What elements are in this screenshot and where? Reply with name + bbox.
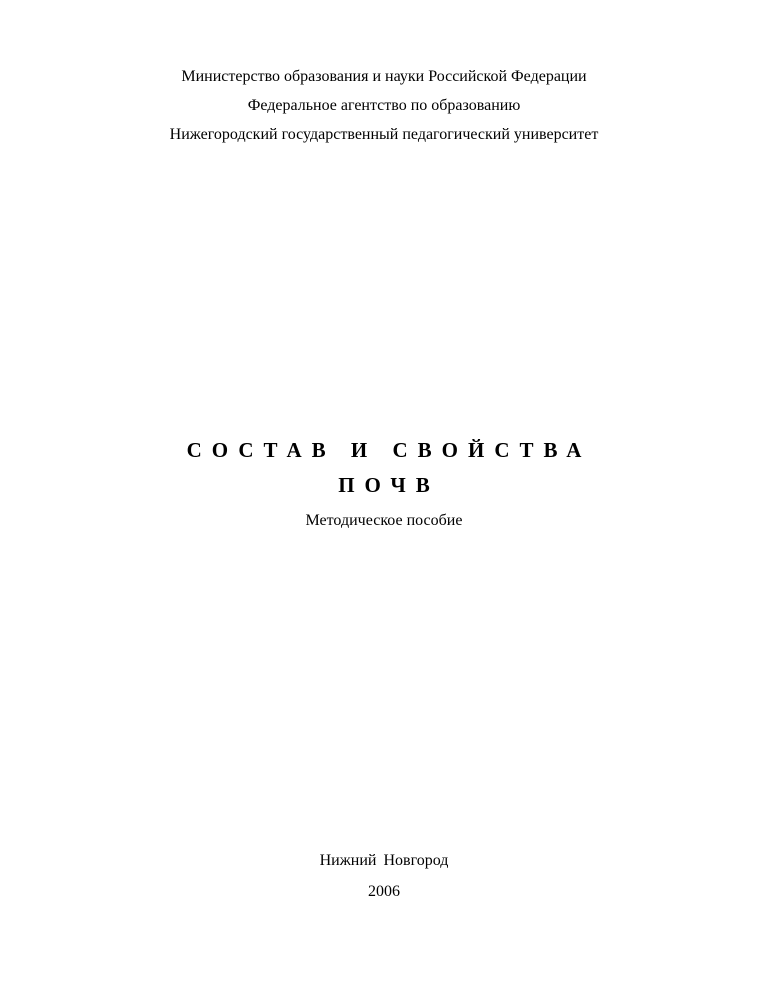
document-subtitle: Методическое пособие xyxy=(305,512,463,529)
university-name: Нижегородский государственный педагогический университет xyxy=(169,126,599,143)
document-title-line-1: СОСТАВ И СВОЙСТВА xyxy=(186,438,592,462)
agency-name: Федеральное агентство по образованию xyxy=(247,97,521,114)
ministry-name: Министерство образования и науки Российской Федерации xyxy=(181,68,587,85)
document-title-line-2: ПОЧВ xyxy=(338,473,440,497)
publication-city: Нижний Новгород xyxy=(319,852,449,869)
publication-year: 2006 xyxy=(368,883,400,900)
